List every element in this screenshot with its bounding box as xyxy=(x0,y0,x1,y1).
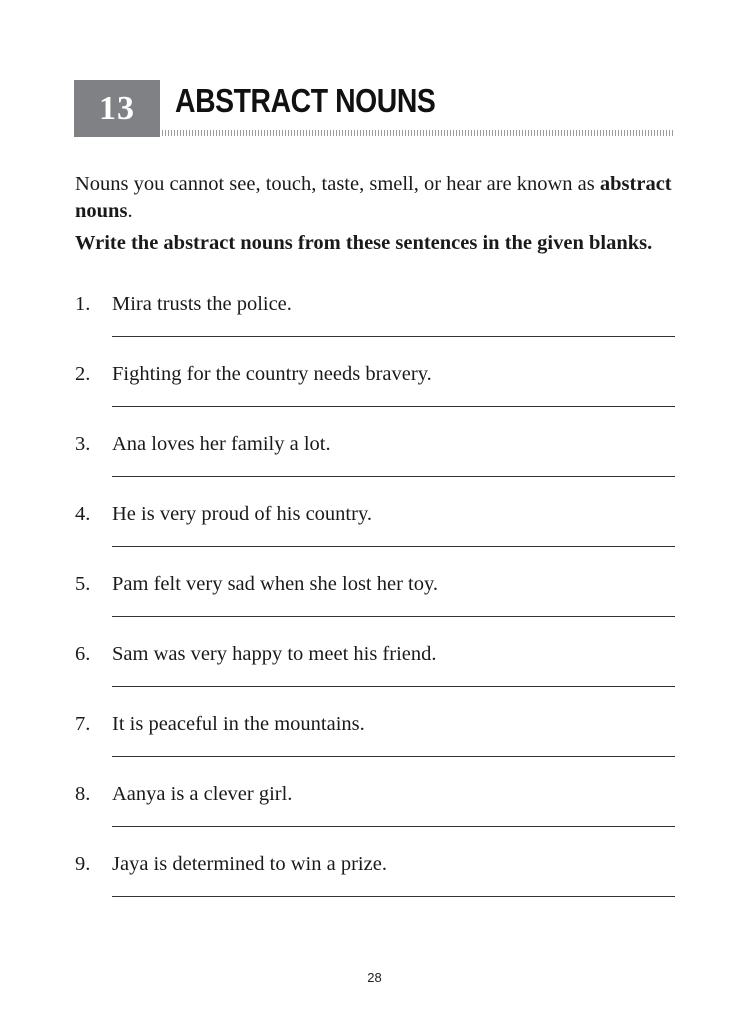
item-sentence: Pam felt very sad when she lost her toy. xyxy=(112,573,439,595)
item-sentence: Aanya is a clever girl. xyxy=(112,783,293,805)
item-sentence: Jaya is determined to win a prize. xyxy=(112,853,387,875)
answer-blank[interactable] xyxy=(112,896,675,897)
title-divider xyxy=(162,130,675,136)
answer-blank[interactable] xyxy=(112,686,675,687)
exercise-item xyxy=(75,781,675,841)
item-sentence: Ana loves her family a lot. xyxy=(112,433,331,455)
answer-blank[interactable] xyxy=(112,616,675,617)
exercise-item xyxy=(75,501,675,561)
exercise-item xyxy=(75,431,675,491)
item-sentence: Mira trusts the police. xyxy=(112,293,292,315)
item-sentence: It is peaceful in the mountains. xyxy=(112,713,365,735)
exercise-item xyxy=(75,291,675,351)
exercise-item xyxy=(75,361,675,421)
exercise-item xyxy=(75,851,675,911)
chapter-title: ABSTRACT NOUNS xyxy=(175,82,436,119)
instruction: Write the abstract nouns from these sentences in the given blanks. xyxy=(75,232,653,254)
answer-blank[interactable] xyxy=(112,756,675,757)
answer-blank[interactable] xyxy=(112,546,675,547)
intro-end: . xyxy=(127,200,133,222)
item-number: 1. xyxy=(75,293,91,315)
item-sentence: Sam was very happy to meet his friend. xyxy=(112,643,437,665)
item-number: 3. xyxy=(75,433,91,455)
item-number: 2. xyxy=(75,363,91,385)
item-number: 7. xyxy=(75,713,91,735)
exercise-item xyxy=(75,711,675,771)
chapter-number-box xyxy=(74,80,160,137)
item-number: 8. xyxy=(75,783,91,805)
answer-blank[interactable] xyxy=(112,826,675,827)
answer-blank[interactable] xyxy=(112,336,675,337)
item-number: 6. xyxy=(75,643,91,665)
intro-paragraph xyxy=(75,171,685,225)
page-number: 28 xyxy=(367,970,382,985)
item-number: 4. xyxy=(75,503,91,525)
answer-blank[interactable] xyxy=(112,476,675,477)
exercise-item xyxy=(75,641,675,701)
answer-blank[interactable] xyxy=(112,406,675,407)
item-number: 5. xyxy=(75,573,91,595)
intro-text: Nouns you cannot see, touch, taste, smell, or hear are known as xyxy=(75,173,600,195)
chapter-number: 13 xyxy=(99,89,135,127)
item-sentence: Fighting for the country needs bravery. xyxy=(112,363,432,385)
item-sentence: He is very proud of his country. xyxy=(112,503,372,525)
intro-bold-term: abstract nouns xyxy=(75,173,672,222)
exercise-item xyxy=(75,571,675,631)
item-number: 9. xyxy=(75,853,91,875)
